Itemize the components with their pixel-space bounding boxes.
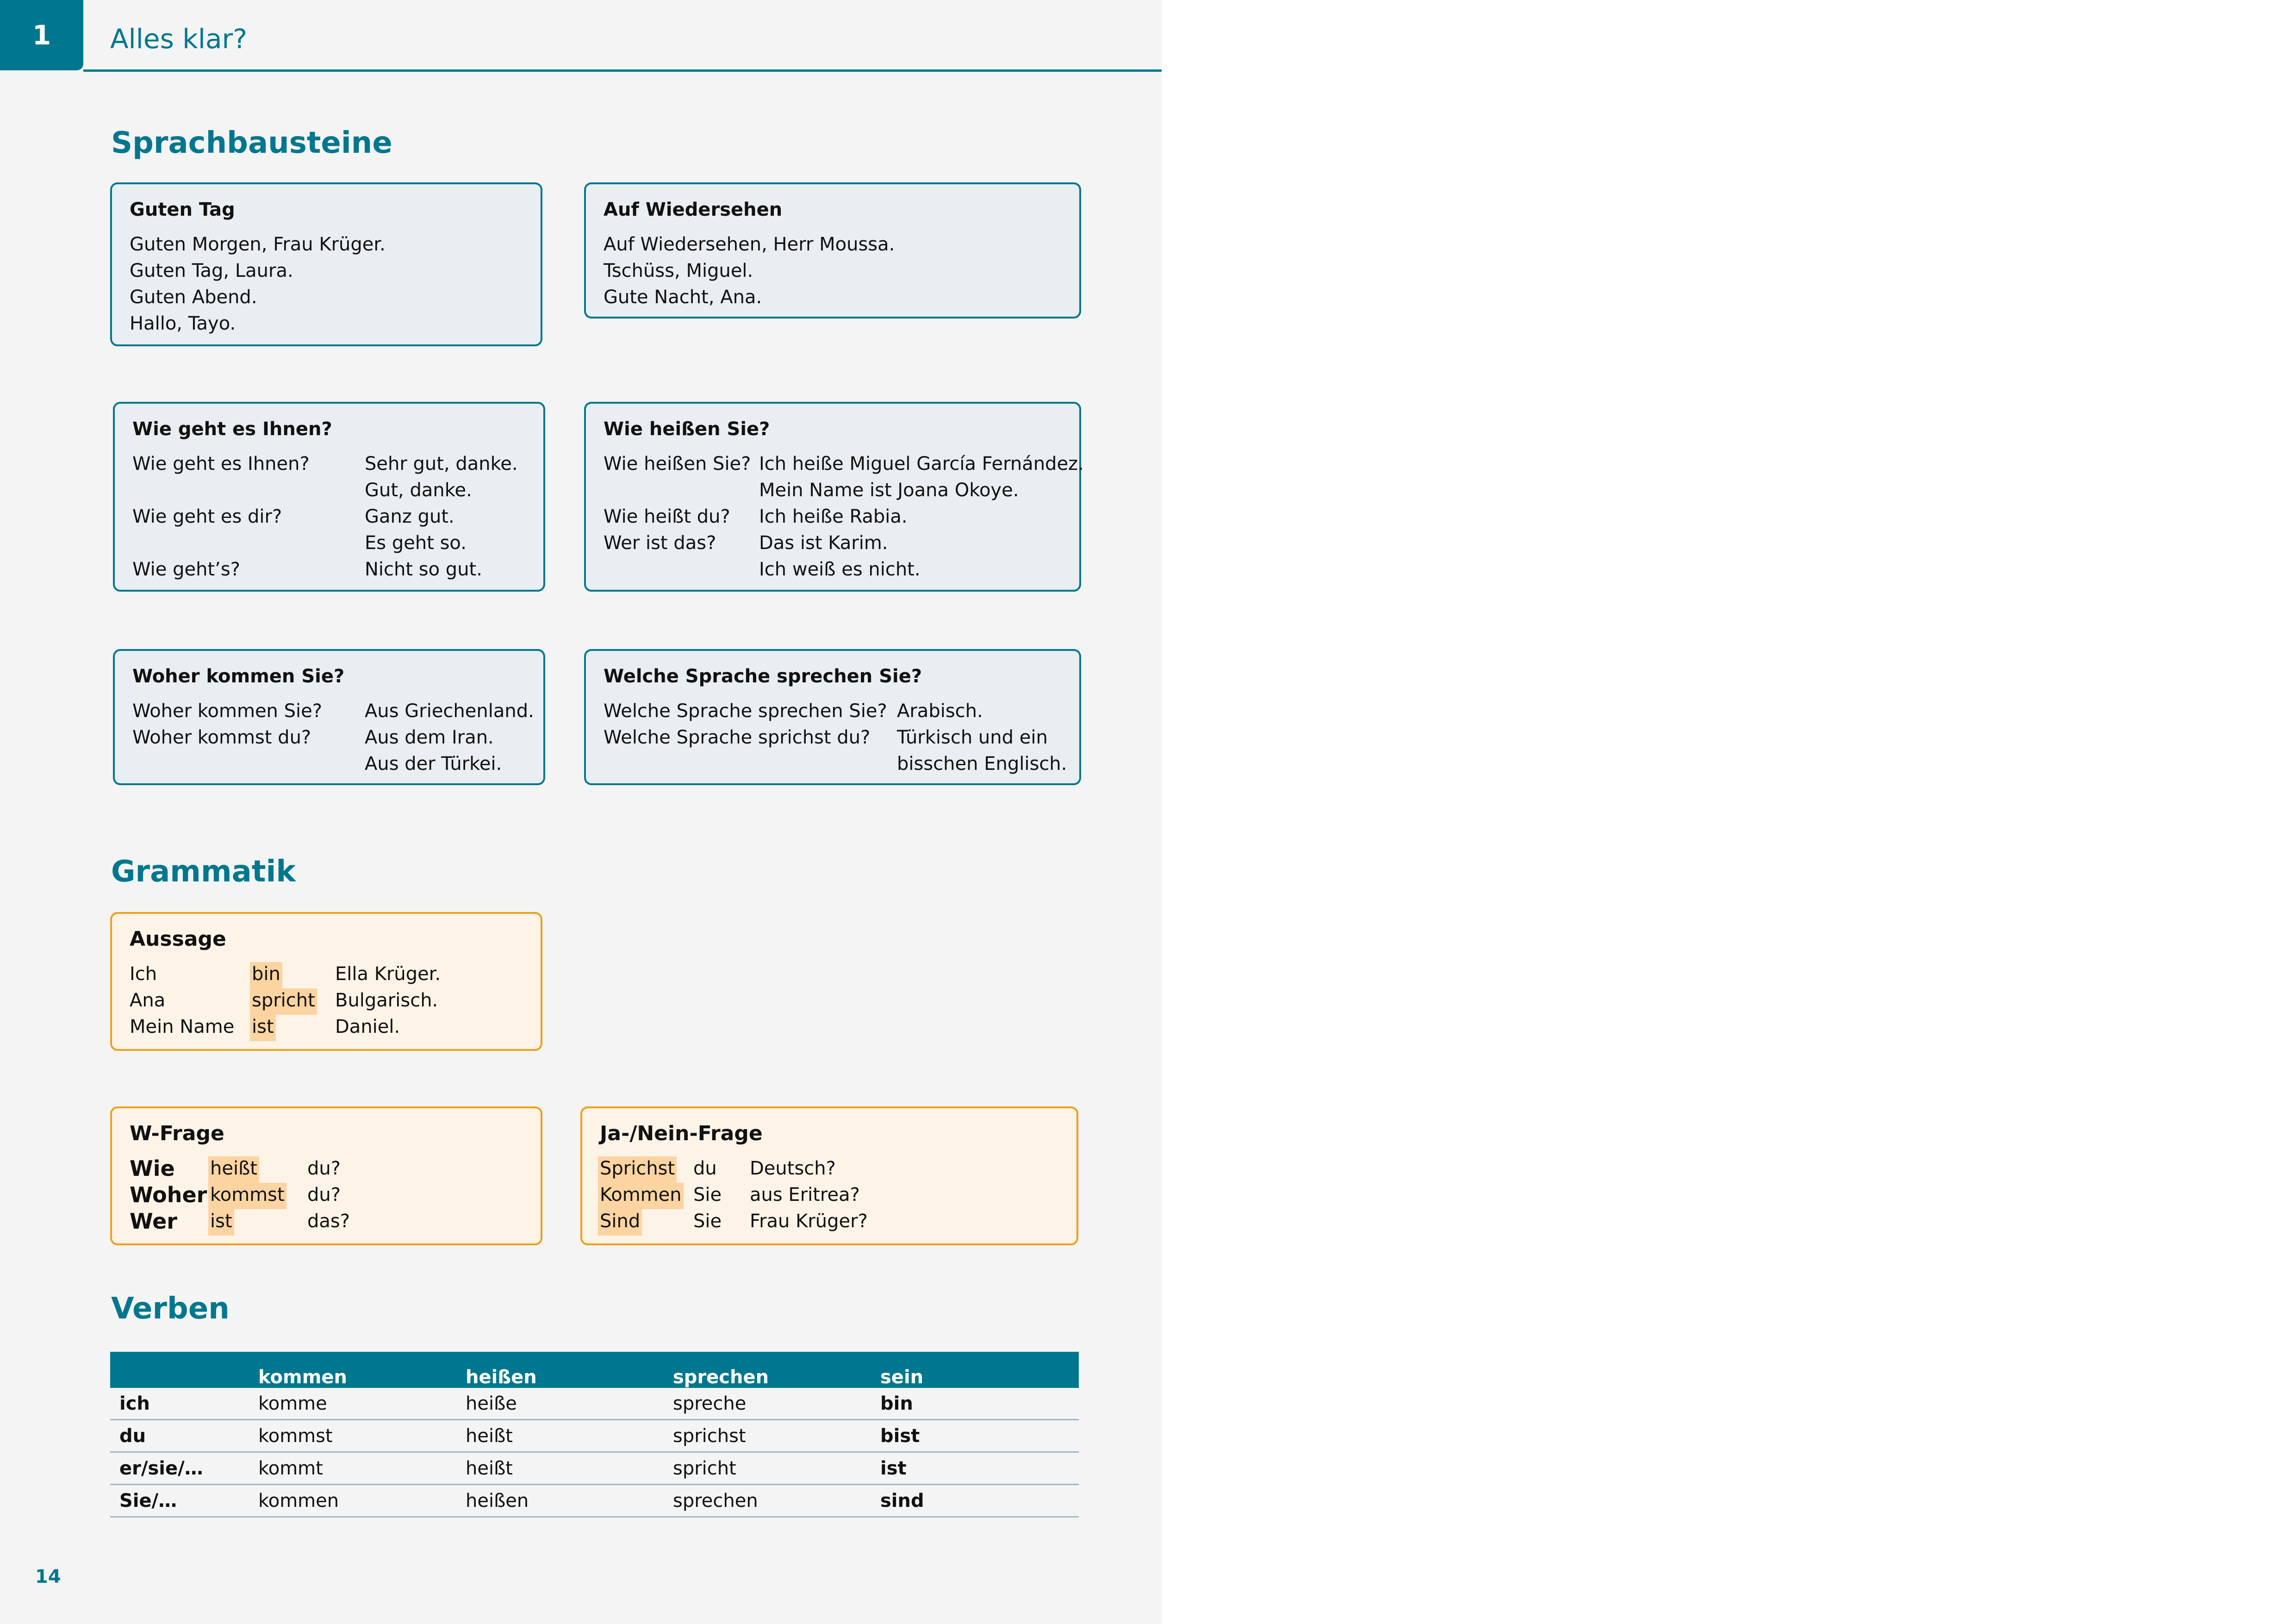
answer-cell: Ich heiße Miguel García Fernández. (759, 453, 1084, 475)
complement-cell: Ella Krüger. (335, 963, 441, 985)
answer-cell: Ich heiße Rabia. (759, 506, 908, 527)
answer-cell: Ich weiß es nicht. (759, 559, 921, 580)
verb-form-cell: kommen (249, 1485, 456, 1517)
phrase-line: Guten Tag, Laura. (130, 260, 293, 281)
verb-highlight: ist (250, 1015, 276, 1041)
answer-cell: Es geht so. (365, 532, 467, 554)
box-aussage (110, 912, 542, 1051)
box-title: Auf Wiedersehen (604, 199, 783, 220)
box-guten-tag (110, 182, 542, 346)
box-title: Wie geht es Ihnen? (132, 418, 332, 440)
answer-cell: Aus der Türkei. (365, 753, 502, 775)
box-title: W-Frage (130, 1122, 224, 1145)
column-header: sein (871, 1352, 1079, 1388)
answer-cell: Arabisch. (897, 700, 983, 722)
verb-form-cell: bin (871, 1388, 1079, 1420)
verb-form-cell: kommst (249, 1420, 456, 1452)
verb-form-cell: sind (871, 1485, 1079, 1517)
verb-conjugation-table (110, 1352, 1079, 1518)
subject-cell: du? (307, 1158, 341, 1179)
question-cell: Wer ist das? (604, 532, 716, 554)
box-w-frage (110, 1106, 542, 1245)
phrase-line: Guten Abend. (130, 287, 257, 308)
box-title: Welche Sprache sprechen Sie? (604, 666, 922, 687)
complement-cell: Daniel. (335, 1016, 400, 1037)
verb-highlight: Sprichst (598, 1156, 677, 1183)
question-cell: Welche Sprache sprichst du? (604, 727, 871, 748)
question-word: Wer (130, 1209, 177, 1234)
box-auf-wiedersehen (584, 182, 1081, 319)
verb-form-cell: heißt (456, 1420, 664, 1452)
phrase-line: Gute Nacht, Ana. (604, 287, 762, 308)
subject-cell: Sie (693, 1211, 722, 1232)
box-title: Woher kommen Sie? (132, 666, 345, 687)
question-cell: Wie geht’s? (132, 559, 240, 580)
answer-cell: Mein Name ist Joana Okoye. (759, 480, 1019, 501)
box-woher (113, 649, 545, 785)
section-title-verben: Verben (111, 1292, 230, 1326)
subject-cell: du? (307, 1184, 341, 1206)
column-header: sprechen (664, 1352, 871, 1388)
chapter-number-tab (0, 0, 83, 70)
page-title: Alles klar? (110, 23, 248, 55)
verb-highlight: ist (208, 1209, 234, 1236)
question-cell: Wie heißen Sie? (604, 453, 751, 475)
phrase-line: Auf Wiedersehen, Herr Moussa. (604, 234, 895, 255)
verb-form-cell: komme (249, 1388, 456, 1420)
question-cell: Welche Sprache sprechen Sie? (604, 700, 887, 722)
answer-cell: Das ist Karim. (759, 532, 888, 554)
table-header-row (110, 1352, 1079, 1388)
complement-cell: Deutsch? (750, 1158, 836, 1179)
box-wie-geht-es (113, 402, 545, 592)
subject-cell: Mein Name (130, 1016, 235, 1037)
box-title: Guten Tag (130, 199, 235, 220)
question-cell (604, 477, 759, 504)
verb-highlight: spricht (250, 988, 317, 1015)
table-row (110, 1452, 1079, 1485)
verb-form-cell: kommt (249, 1452, 456, 1485)
verb-form-cell: heißen (456, 1485, 664, 1517)
verb-form-cell: spricht (664, 1452, 871, 1485)
verb-form-cell: heiße (456, 1388, 664, 1420)
page-number: 14 (35, 1566, 61, 1587)
answer-cell: Aus dem Iran. (365, 727, 494, 748)
phrase-line: Tschüss, Miguel. (604, 260, 753, 281)
subject-cell: Sie (693, 1184, 722, 1206)
pronoun-cell: er/sie/… (110, 1452, 249, 1485)
question-word: Woher (130, 1182, 207, 1207)
pronoun-cell: du (110, 1420, 249, 1452)
question-cell: Wie heißt du? (604, 506, 730, 527)
chapter-number: 1 (32, 19, 51, 51)
box-ja-nein-frage (580, 1106, 1078, 1245)
verb-form-cell: heißt (456, 1452, 664, 1485)
question-cell (604, 751, 897, 777)
question-cell: Woher kommen Sie? (132, 700, 322, 722)
verb-highlight: Sind (598, 1209, 642, 1236)
pronoun-cell: ich (110, 1388, 249, 1420)
subject-cell: Ana (130, 990, 166, 1011)
column-header: heißen (456, 1352, 664, 1388)
answer-cell: Gut, danke. (365, 480, 472, 501)
column-header: kommen (249, 1352, 456, 1388)
subject-cell: das? (307, 1211, 350, 1232)
verb-form-cell: ist (871, 1452, 1079, 1485)
verb-form-cell: sprechen (664, 1485, 871, 1517)
complement-cell: Frau Krüger? (750, 1211, 868, 1232)
section-title-grammatik: Grammatik (111, 855, 296, 889)
answer-cell: bisschen Englisch. (897, 753, 1067, 775)
section-title-sprachbausteine: Sprachbausteine (111, 126, 392, 160)
verb-highlight: heißt (208, 1156, 259, 1183)
question-cell (604, 556, 759, 583)
table-row (110, 1388, 1079, 1420)
question-cell (132, 530, 365, 556)
answer-cell: Aus Griechenland. (365, 700, 534, 722)
table-row (110, 1485, 1079, 1517)
question-cell: Wie geht es dir? (132, 506, 282, 527)
answer-cell: Sehr gut, danke. (365, 453, 518, 475)
complement-cell: aus Eritrea? (750, 1184, 860, 1206)
verb-highlight: Kommen (598, 1183, 684, 1209)
box-wie-heissen (584, 402, 1084, 592)
subject-cell: Ich (130, 963, 157, 985)
column-header (110, 1352, 249, 1388)
phrase-line: Guten Morgen, Frau Krüger. (130, 234, 386, 255)
verb-highlight: kommst (208, 1183, 286, 1209)
pronoun-cell: Sie/… (110, 1485, 249, 1517)
complement-cell: Bulgarisch. (335, 990, 438, 1011)
verb-form-cell: sprichst (664, 1420, 871, 1452)
box-title: Aussage (130, 927, 226, 951)
answer-cell: Türkisch und ein (897, 727, 1048, 748)
verb-form-cell: spreche (664, 1388, 871, 1420)
question-cell (132, 477, 365, 504)
verb-highlight: bin (250, 962, 282, 988)
header-divider (83, 69, 1162, 72)
question-cell: Woher kommst du? (132, 727, 311, 748)
question-cell: Wie geht es Ihnen? (132, 453, 310, 475)
table-row (110, 1420, 1079, 1452)
answer-cell: Nicht so gut. (365, 559, 482, 580)
box-title: Wie heißen Sie? (604, 418, 770, 440)
subject-cell: du (693, 1158, 717, 1179)
phrase-line: Hallo, Tayo. (130, 313, 236, 334)
question-word: Wie (130, 1156, 175, 1181)
answer-cell: Ganz gut. (365, 506, 454, 527)
question-cell (132, 751, 365, 777)
verb-form-cell: bist (871, 1420, 1079, 1452)
box-title: Ja-/Nein-Frage (600, 1122, 763, 1145)
box-sprache (584, 649, 1081, 785)
